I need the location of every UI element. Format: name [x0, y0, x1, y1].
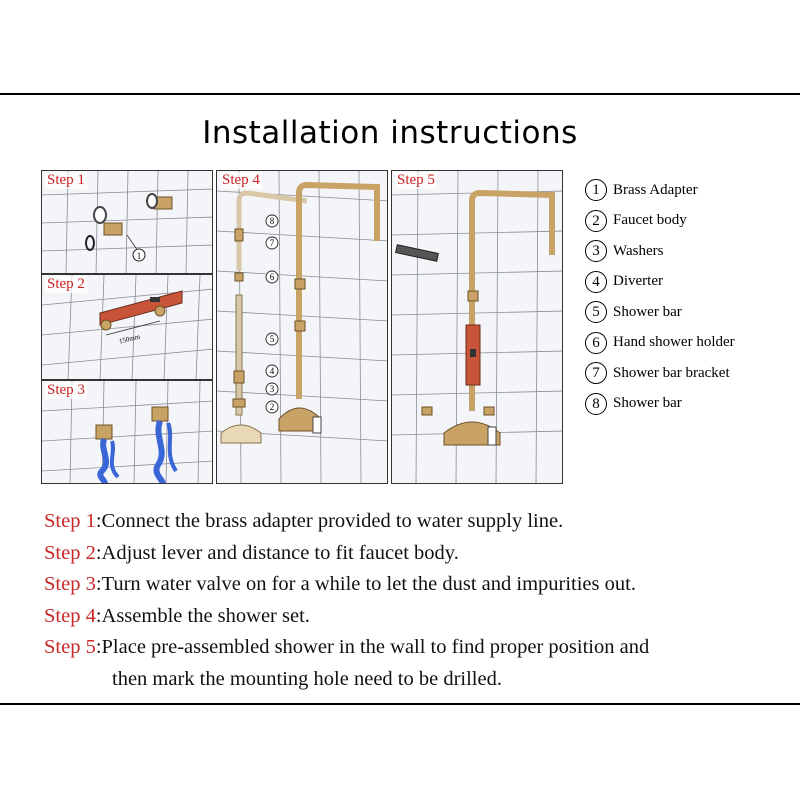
step-label: Step 1 [44, 510, 96, 532]
step3-panel [41, 380, 213, 484]
legend-label: Hand shower holder [613, 334, 735, 351]
step-row [44, 506, 784, 538]
step-text: :Adjust lever and distance to fit faucet body. [95, 541, 459, 564]
step4-callout-6: 6 [269, 272, 275, 282]
step1-label: Step 1 [47, 172, 85, 188]
legend-item [585, 358, 785, 389]
legend-item [585, 328, 785, 359]
step-label: Step 4 [44, 604, 96, 627]
step5-illustration [392, 171, 563, 484]
step3-label: Step 3 [47, 382, 85, 398]
step5-label: Step 5 [397, 172, 435, 188]
legend-item [585, 389, 785, 420]
step4-callout-3: 3 [269, 384, 275, 394]
step-text: :Turn water valve on for a while to let the dust and impurities out. [95, 573, 636, 595]
legend-label: Shower bar [613, 395, 682, 412]
step2-panel [41, 274, 213, 380]
step1-panel [41, 170, 213, 274]
step-text: :Place pre-assembled shower in the wall to find proper position and [95, 636, 650, 658]
parts-legend [585, 175, 785, 419]
step4-callout-5: 5 [269, 334, 275, 344]
step5-panel [391, 170, 563, 484]
legend-label: Faucet body [613, 212, 687, 229]
step-row [44, 632, 784, 664]
step-instructions [44, 506, 784, 695]
step4-callout-8: 8 [269, 216, 275, 226]
legend-label: Brass Adapter [613, 181, 698, 198]
step-row [44, 569, 784, 601]
legend-label: Washers [613, 242, 664, 259]
step-continuation: then mark the mounting hole need to be drilled. [112, 667, 502, 690]
step-label: Step 3 [44, 573, 96, 595]
legend-item [585, 175, 785, 206]
legend-item [585, 206, 785, 237]
step2-label: Step 2 [47, 276, 85, 292]
legend-number: 4 [585, 271, 607, 293]
legend-item [585, 267, 785, 298]
legend-label: Shower bar bracket [613, 364, 730, 381]
legend-number: 3 [585, 240, 607, 262]
step-row [44, 538, 784, 570]
step4-illustration [217, 171, 388, 484]
step4-panel [216, 170, 388, 484]
legend-item [585, 297, 785, 328]
legend-label: Diverter [613, 273, 663, 290]
step4-callout-2: 2 [269, 402, 275, 412]
legend-number: 7 [585, 362, 607, 384]
step-label: Step 2 [44, 541, 96, 564]
legend-item [585, 236, 785, 267]
step4-callout-4: 4 [269, 366, 275, 376]
step-label: Step 5 [44, 636, 96, 658]
legend-number: 2 [585, 210, 607, 232]
legend-number: 8 [585, 393, 607, 415]
step-text: :Assemble the shower set. [95, 604, 310, 627]
page-title: Installation instructions [202, 115, 578, 151]
legend-number: 5 [585, 301, 607, 323]
step1-callout: 1 [136, 251, 142, 261]
step-row [44, 601, 784, 633]
legend-number: 6 [585, 332, 607, 354]
step2-measure: 150mm [118, 332, 141, 346]
step4-callout-7: 7 [269, 238, 275, 248]
legend-number: 1 [585, 179, 607, 201]
step4-label: Step 4 [222, 172, 260, 188]
legend-label: Shower bar [613, 303, 682, 320]
step-text: :Connect the brass adapter provided to water supply line. [95, 510, 564, 532]
